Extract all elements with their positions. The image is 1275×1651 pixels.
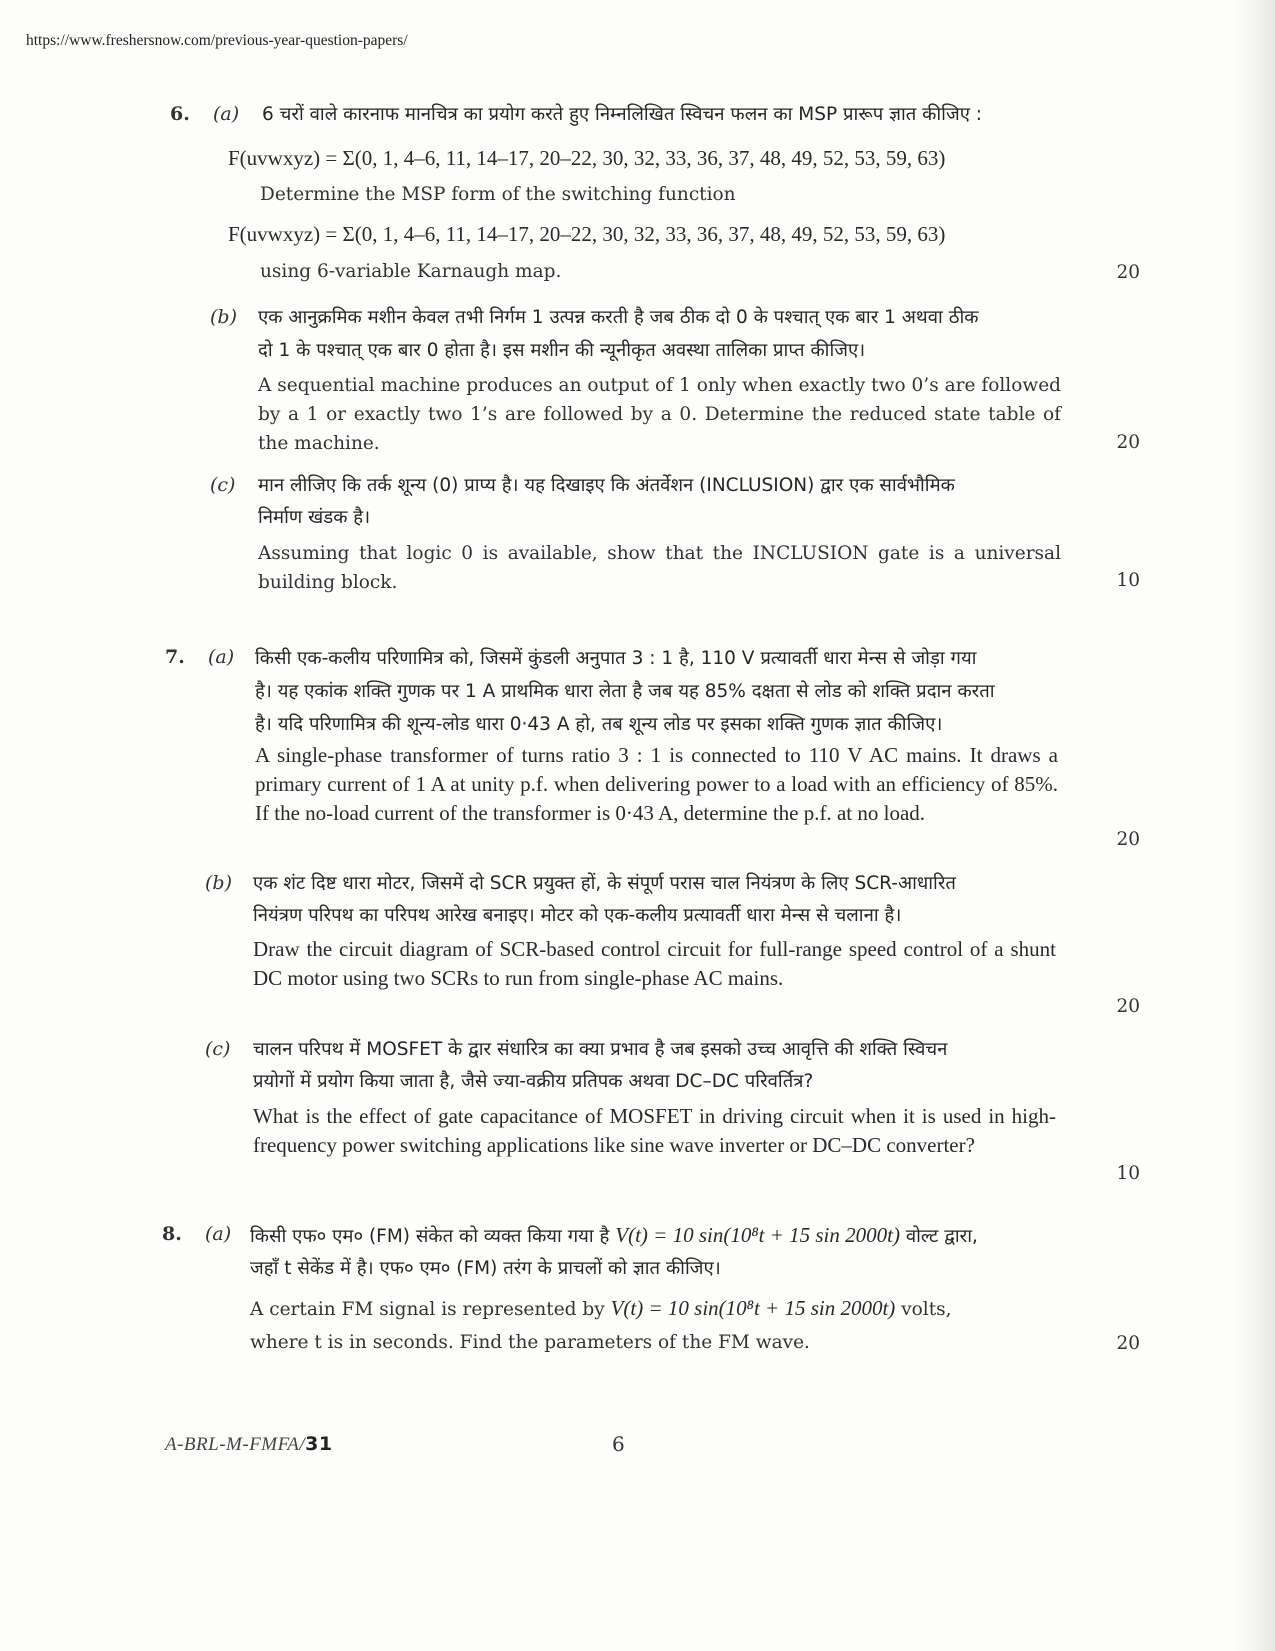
scan-edge-shadow <box>1235 0 1275 1651</box>
question-text-english: Determine the MSP form of the switching function <box>260 184 736 205</box>
marks: 10 <box>1116 570 1140 591</box>
part-label: (a) <box>205 1223 232 1245</box>
question-text-hindi: 6 चरों वाले कारनाफ मानचित्र का प्रयोग करते हुए निम्नलिखित स्विचन फलन का MSP प्रारूप ज्ञात कीजिए : <box>262 104 983 125</box>
question-text-hindi: निर्माण खंडक है। <box>258 507 371 528</box>
question-number: 7. <box>165 646 185 668</box>
hindi-text: वोल्ट द्वारा, <box>905 1226 978 1247</box>
formula: V(t) = 10 sin(10⁸t + 15 sin 2000t) <box>615 1223 900 1247</box>
question-number: 6. <box>170 103 190 125</box>
question-text-english: What is the effect of gate capacitance of MOSFET in driving circuit when it is used in high-frequency power switching applications like sine wave inverter or DC–DC converter? <box>253 1104 1056 1157</box>
english-text: volts, <box>901 1299 952 1320</box>
page-number: 6 <box>612 1432 625 1456</box>
question-text-hindi: किसी एक-कलीय परिणामित्र को, जिसमें कुंडली अनुपात 3 : 1 है, 110 V प्रत्यावर्ती धारा मेन्स से जोड़ा गया <box>255 648 977 669</box>
marks: 20 <box>1116 262 1140 283</box>
question-text-hindi: एक शंट दिष्ट धारा मोटर, जिसमें दो SCR प्रयुक्त हों, के संपूर्ण परास चाल नियंत्रण के लिए SCR-आधारित <box>253 873 956 894</box>
paper-code <box>165 1433 333 1456</box>
part-label: (a) <box>208 646 235 668</box>
paper-code-number: 31 <box>305 1433 333 1455</box>
question-text-english: Assuming that logic 0 is available, show that the INCLUSION gate is a universal building block. <box>258 543 1061 593</box>
marks: 20 <box>1116 432 1140 453</box>
question-text-english: where t is in seconds. Find the parameters of the FM wave. <box>250 1332 810 1353</box>
paper-code-script: A-BRL-M-FMFA/ <box>165 1434 306 1455</box>
question-text-hindi: दो 1 के पश्चात् एक बार 0 होता है। इस मशीन की न्यूनीकृत अवस्था तालिका प्राप्त कीजिए। <box>258 340 866 361</box>
source-url: https://www.freshersnow.com/previous-year-question-papers/ <box>26 32 408 49</box>
question-text-hindi: मान लीजिए कि तर्क शून्य (0) प्राप्य है। यह दिखाइए कि अंतर्वेशन (INCLUSION) द्वार एक सार्वभौमिक <box>258 475 955 496</box>
question-text-hindi: नियंत्रण परिपथ का परिपथ आरेख बनाइए। मोटर को एक-कलीय प्रत्यावर्ती धारा मेन्स से चलाना है। <box>253 905 902 926</box>
part-label: (b) <box>210 306 237 328</box>
question-text-hindi: एक आनुक्रमिक मशीन केवल तभी निर्गम 1 उत्पन्न करती है जब ठीक दो 0 के पश्चात् एक बार 1 अथवा ठीक <box>258 307 979 328</box>
formula: F(uvwxyz) = Σ(0, 1, 4–6, 11, 14–17, 20–22, 30, 32, 33, 36, 37, 48, 49, 52, 53, 59, 63) <box>228 146 946 170</box>
question-text-english: A sequential machine produces an output of 1 only when exactly two 0’s are followed by a 1 or exactly two 1’s are followed by a 0. Determine the reduced state table of the machine. <box>258 375 1061 454</box>
question-text-english: A single-phase transformer of turns ratio 3 : 1 is connected to 110 V AC mains. It draws a primary current of 1 A at unity p.f. when delivering power to a load with an efficiency of 85%. If the no-load current of the transformer is 0·43 A, determine the p.f. at no load. <box>255 743 1058 825</box>
question-number: 8. <box>162 1223 182 1245</box>
part-label: (a) <box>213 103 240 125</box>
formula: V(t) = 10 sin(10⁸t + 15 sin 2000t) <box>610 1296 896 1320</box>
marks: 10 <box>1116 1163 1140 1184</box>
part-label: (b) <box>205 872 232 894</box>
question-text-hindi <box>250 1220 1080 1252</box>
question-text-english: using 6-variable Karnaugh map. <box>260 261 562 282</box>
question-text-hindi: है। यह एकांक शक्ति गुणक पर 1 A प्राथमिक धारा लेता है जब यह 85% दक्षता से लोड को शक्ति प्रदान करता <box>255 681 995 702</box>
part-label: (c) <box>210 474 236 496</box>
hindi-text: किसी एफ० एम० (FM) संकेत को व्यक्त किया गया है <box>250 1226 610 1247</box>
question-text-english <box>250 1294 1060 1324</box>
question-text-hindi: प्रयोगों में प्रयोग किया जाता है, जैसे ज्या-वक्रीय प्रतिपक अथवा DC–DC परिवर्तित्र? <box>253 1071 814 1092</box>
part-label: (c) <box>205 1038 231 1060</box>
marks: 20 <box>1116 829 1140 850</box>
question-text-hindi: जहाँ t सेकेंड में है। एफ० एम० (FM) तरंग के प्राचलों को ज्ञात कीजिए। <box>250 1258 721 1279</box>
marks: 20 <box>1116 996 1140 1017</box>
question-text-hindi: चालन परिपथ में MOSFET के द्वार संधारित्र का क्या प्रभाव है जब इसको उच्च आवृत्ति की शक्ति स्विचन <box>253 1039 948 1060</box>
marks: 20 <box>1116 1333 1140 1354</box>
english-text: A certain FM signal is represented by <box>250 1299 605 1320</box>
question-text-english: Draw the circuit diagram of SCR-based control circuit for full-range speed control of a shunt DC motor using two SCRs to run from single-phase AC mains. <box>253 937 1056 990</box>
formula: F(uvwxyz) = Σ(0, 1, 4–6, 11, 14–17, 20–22, 30, 32, 33, 36, 37, 48, 49, 52, 53, 59, 63) <box>228 222 946 246</box>
question-text-hindi: है। यदि परिणामित्र की शून्य-लोड धारा 0·43 A हो, तब शून्य लोड पर इसका शक्ति गुणक ज्ञात कीजिए। <box>255 714 943 735</box>
